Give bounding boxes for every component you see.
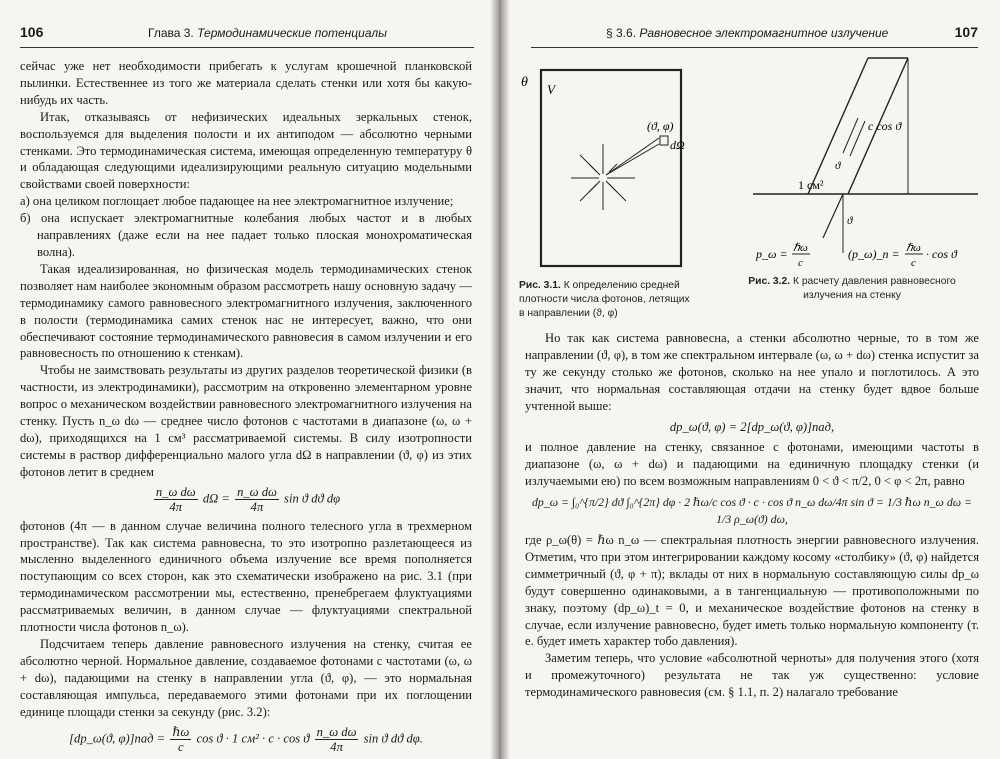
equation-3: dp_ω(ϑ, φ) = 2[dp_ω(ϑ, φ)]пад, [669,419,835,434]
cavity-box [541,70,681,266]
chapter-title: Глава 3. Термодинамические потенциалы [148,26,387,40]
paragraph: Заметим теперь, что условие «абсолютной черноты» для получения этого (хотя и промежуточного) результата не так уж существенно: условие термодинамического равновесия (см. § 1.1, п. 2) налагало требование [525,651,979,700]
c-denominator: c [798,257,803,269]
paragraph: Подсчитаем теперь давление равновесного излучения на стенку, считая ее абсолютно черной. Нормальное давление, создаваемое фотонами с частотами (ω, ω + dω), падающими на стенку в направлении угла (ϑ, φ), — это нормальная составляющая импульса, передаваемого этими фотонами при их поглощении единице площади стенки за секунду (рис. 3.2): [20,637,472,719]
book-spine [490,0,510,759]
paragraph: фотонов (4π — в данном случае величина полного телесного угла в трехмерном пространстве). Так как система равновесна, то это изотропно разлетающееся из мысленно выделенного единичного объема излучение все время пополняется поступающим со всех сторон, как это схематически изображено на рис. 3.1 (при термодинамическом рассмотрении мы, естественно, пренебрегаем флуктуациями рассматриваемых величин, в данном случае — флуктуациями спектральной плотности числа фотонов n_ω). [20,518,472,635]
angle-label-top: ϑ [835,160,841,172]
volume-label: V [547,82,555,97]
equation-2: [dp_ω(ϑ, φ)]пад = ℏω c cos ϑ · 1 см² · c · cos ϑ $\frac{\text{n\_ω dω}}{4\pi}$ sin ϑ dϑ dφ. [69,724,423,754]
direction-label: (ϑ, φ) [647,119,674,133]
figure-3-2 [748,48,983,278]
page-number-left: 106 [20,24,44,40]
hw-numerator: ℏω [793,242,808,254]
paragraph: и полное давление на стенку, связанное с фотонами, имеющими частоты в диапазоне (ω, ω + dω) и падающими на единичную площадку стенки (и излучаемыми ею) по всем возможным направлениям 0 < ϑ < π/2, 0 < φ < 2π, равно [525,440,979,489]
hw-numerator: ℏω [906,242,921,254]
page-number-right: 107 [954,24,978,40]
left-body-text [20,58,472,758]
solid-angle-label: dΩ [670,138,685,152]
running-header-left [20,24,474,48]
section-title: § 3.6. Равновесное электромагнитное излучение [606,26,889,40]
paragraph: сейчас уже нет необходимости прибегать к услугам крошечной планковской пылинки. Естественнее из того же материала сделать стенки или хотя бы какую-нибудь их часть. [20,59,472,107]
list-item: б) она испускает электромагнитные колебания любых частот и в любых направлениях (даже если на нее падает только плоская монохроматическая волна). [20,211,472,259]
theta-label: θ [521,75,528,90]
list-item: а) она целиком поглощает любое падающее на нее электромагнитное излучение; [20,194,454,209]
equation-1: $\frac{\text{n\_ω dω}}{4\pi}$ dΩ = $\frac{\text{n\_ω dω}}{4\pi}$ sin ϑ dϑ dφ [155,484,341,514]
area-label: 1 см² [798,178,824,192]
figure-3-2-caption: Рис. 3.2. К расчету давления равновесного излучения на стенку [748,276,956,301]
angle-label-bottom: ϑ [847,215,853,227]
momentum-arrow [823,194,843,238]
times-cos-label: · cos ϑ [926,247,957,261]
figure-3-1-caption: Рис. 3.1. К определению средней плотности числа фотонов, летящих в направлении (ϑ, φ) [519,280,690,319]
equation-4: dp_ω = ∫₀^{π/2} dϑ ∫₀^{2π} dφ · 2 ℏω/c cos ϑ · c · cos ϑ n_ω dω/4π sin ϑ = 1/3 ℏω n_ω dω = 1/3 ρ_ω(ϑ) dω, [532,495,972,527]
solid-angle-patch [660,136,668,145]
height-label: c cos ϑ [868,119,902,133]
p-omega-n-label: (p_ω)_n = [848,247,900,261]
photon-arrows [571,138,659,210]
paragraph: Итак, отказываясь от нефизических идеальных зеркальных стенок, воспользуемся для выделения полости и их антиподом — абсолютно черными стенками. Это термодинамическая система, имеющая определенную температуру θ и обладающая следующими идеализирующими реальную ситуацию модельными свойствами своей поверхности: [20,109,472,192]
paragraph: Но так как система равновесна, а стенки абсолютно черные, то в том же направлении (ϑ, φ), в том же спектральном интервале (ω, ω + dω) стенка испустит за ту же секунду столько же фотонов, сколько на нее упало и поглотилось. А это значит, что нормальная составляющая отдачи на стенку будет вдвое больше учтенной выше: [525,331,979,413]
running-header-right [531,24,978,48]
right-body-text [525,330,979,701]
paragraph: где ρ_ω(θ) = ℏω n_ω — спектральная плотность энергии равновесного излучения. Отметим, что при этом интегрировании каждому косому «столбику» (ϑ, φ) найдется симметричный (ϑ, φ + π); вклады от них в нормальную составляющую силы dp_ω будут совершенно одинаковыми, а в тангенциальную — противоположными по знаку, поэтому (dp_ω)_t = 0, и механическое воздействие фотонов на стенку в случае, если излучение равновесно, будет иметь только нормальную компоненту (т. е. будет иметь характер тобо давления). [525,532,979,649]
paragraph: Такая идеализированная, но физическая модель термодинамических стенок позволяет нам наиболее экономным образом рассмотреть нашу основную задачу — термодинамику самого равновесного электромагнитного излучения, заключенного в полости (термодинамика самих стенок нас не интересует, важно, что они обеспечивают состояние термодинамического равновесия в самом излучении и его равновесность по отношению к стенкам). [20,261,472,361]
right-page [503,0,1000,759]
p-omega-label: p_ω = [756,247,788,261]
photon-arrow [843,118,858,153]
figure-3-1 [519,58,687,272]
left-page [0,0,497,759]
paragraph: Чтобы не заимствовать результаты из других разделов теоретической физики (в частности, из электродинамики), рассмотрим на откровенно элементарном уровне вопрос о механическом воздействии равновесного электромагнитного излучения на стенку. Пусть n_ω dω — среднее число фотонов с частотами в диапазоне (ω, ω + dω), приходящихся на 1 см³ рассматриваемой системы. В силу изотропности системы в раствор дифференциально малого угла dΩ в направлении (ϑ, φ) из этих фотонов летит в среднем [20,363,472,479]
column-edge [808,58,868,194]
c-denominator: c [911,257,916,269]
photon-arrow [850,121,865,156]
